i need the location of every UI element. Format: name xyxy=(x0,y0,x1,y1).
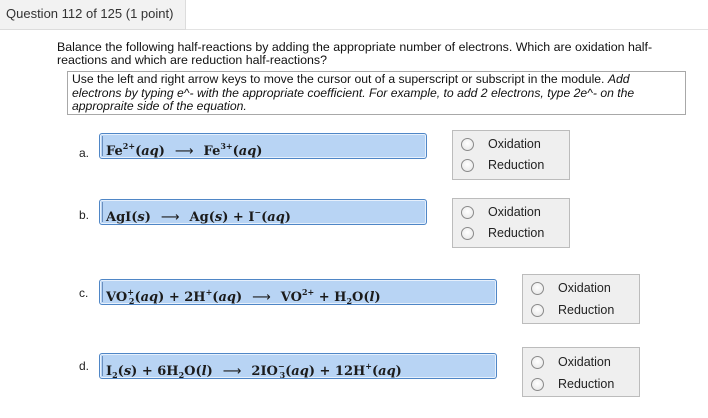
radio-icon[interactable] xyxy=(461,227,474,240)
item-c-letter: c. xyxy=(79,286,89,300)
equation-term: + 2H xyxy=(164,290,206,305)
item-d-letter: d. xyxy=(79,359,90,373)
equation-term: 3 xyxy=(279,370,286,380)
equation-term: ) xyxy=(158,290,165,305)
equation-term: ( xyxy=(372,364,379,379)
question-prompt: Balance the following half-reactions by adding the appropriate number of electrons. Which are oxidation half-reactions and which are reduction half-reactions? xyxy=(57,40,653,67)
equation-term: ( xyxy=(261,210,268,225)
reaction-arrow-icon: ⟶ xyxy=(252,290,271,305)
equation-term: Fe xyxy=(203,144,221,159)
equation-term: ) xyxy=(235,290,243,305)
equation-term: 2 xyxy=(128,296,135,306)
item-c-equation[interactable] xyxy=(102,282,381,306)
equation-term: ) xyxy=(284,210,291,225)
equation-term: + 12H xyxy=(314,364,366,379)
equation-term: ( xyxy=(212,290,219,305)
equation-term: + xyxy=(205,287,213,297)
equation-term: Ag xyxy=(189,210,209,225)
radio-icon[interactable] xyxy=(461,138,474,151)
equation-term: VO xyxy=(106,290,128,305)
equation-term: ) xyxy=(256,144,263,159)
equation-term: s xyxy=(214,210,223,225)
item-a-oxidation-option[interactable]: Oxidation xyxy=(461,135,541,153)
equation-term: aq xyxy=(218,290,236,305)
item-d-choices xyxy=(522,347,640,397)
item-c-choices xyxy=(522,274,640,324)
equation-term: ( xyxy=(232,144,239,159)
equation-term: 3+ xyxy=(220,141,233,151)
equation-term: aq xyxy=(267,210,285,225)
equation-term: − xyxy=(277,361,285,371)
reaction-arrow-icon: ⟶ xyxy=(222,364,242,379)
equation-term: + 6H xyxy=(137,364,179,379)
item-a-choices xyxy=(452,130,570,180)
header-divider xyxy=(186,29,708,30)
equation-term: aq xyxy=(141,144,159,159)
equation-term: 2+ xyxy=(122,141,136,151)
reaction-arrow-icon: ⟶ xyxy=(160,210,180,225)
equation-term: − xyxy=(254,207,262,217)
equation-term: s xyxy=(123,364,132,379)
equation-term: 2 xyxy=(112,370,118,380)
equation-term: O xyxy=(352,290,364,305)
item-b-equation-field[interactable] xyxy=(99,199,427,225)
item-a-equation[interactable] xyxy=(102,136,263,159)
equation-term: ( xyxy=(363,290,370,305)
item-c-oxidation-option[interactable]: Oxidation xyxy=(531,279,611,297)
equation-term: ) xyxy=(222,210,229,225)
equation-term: aq xyxy=(291,364,309,379)
item-b-choices xyxy=(452,198,570,248)
equation-term: + xyxy=(127,287,134,297)
equation-term: 2IO xyxy=(251,364,278,379)
item-b-reduction-option[interactable]: Reduction xyxy=(461,224,544,242)
equation-term: 2+ xyxy=(301,287,315,297)
item-d-equation-field[interactable] xyxy=(99,353,497,379)
instructions-box xyxy=(67,71,686,115)
equation-term: 2 xyxy=(178,370,185,380)
equation-term: ( xyxy=(135,144,142,159)
equation-term: l xyxy=(369,290,375,305)
item-a-letter: a. xyxy=(79,146,90,160)
equation-term: VO xyxy=(280,290,302,305)
equation-term: ) xyxy=(308,364,315,379)
equation-term: aq xyxy=(238,144,257,159)
equation-term: I xyxy=(106,364,113,379)
radio-icon[interactable] xyxy=(461,206,474,219)
instructions-plain: Use the left and right arrow keys to move the cursor out of a superscript or subscript in the module. xyxy=(72,72,605,86)
equation-term: ( xyxy=(117,364,124,379)
radio-icon[interactable] xyxy=(531,356,544,369)
equation-term: l xyxy=(201,364,207,379)
equation-term: aq xyxy=(140,290,159,305)
equation-term: + I xyxy=(228,210,255,225)
equation-term: s xyxy=(137,210,145,225)
item-a-reduction-option[interactable]: Reduction xyxy=(461,156,544,174)
equation-term: ( xyxy=(195,364,202,379)
equation-term: ) xyxy=(374,290,381,305)
item-c-reduction-option[interactable]: Reduction xyxy=(531,301,614,319)
radio-icon[interactable] xyxy=(531,282,544,295)
equation-term: ) xyxy=(158,144,165,159)
item-c-equation-field[interactable] xyxy=(99,279,497,305)
equation-term: ) xyxy=(131,364,138,379)
item-d-oxidation-option[interactable]: Oxidation xyxy=(531,353,611,371)
equation-term: ) xyxy=(206,364,213,379)
equation-term: 2 xyxy=(346,296,353,306)
question-header xyxy=(0,0,186,30)
equation-term: ( xyxy=(208,210,215,225)
item-d-reduction-option[interactable]: Reduction xyxy=(531,375,614,393)
item-a-equation-field[interactable] xyxy=(99,133,427,159)
item-d-equation[interactable] xyxy=(102,356,402,380)
equation-term: aq xyxy=(378,364,396,379)
equation-term: O xyxy=(184,364,196,379)
equation-term: ) xyxy=(395,364,402,379)
equation-term: ) xyxy=(144,210,151,225)
reaction-arrow-icon: ⟶ xyxy=(174,144,194,159)
item-b-letter: b. xyxy=(79,208,90,222)
radio-icon[interactable] xyxy=(461,159,474,172)
equation-term: ( xyxy=(134,290,141,305)
radio-icon[interactable] xyxy=(531,378,544,391)
equation-term: ( xyxy=(285,364,292,379)
equation-term: ( xyxy=(131,210,138,225)
radio-icon[interactable] xyxy=(531,304,544,317)
instructions-italic: Add electrons by typing e^- with the appropriate coefficient. For example, to add 2 electrons, type 2e^- on the appropraite side of the equation. xyxy=(72,72,635,113)
equation-term: Fe xyxy=(106,144,123,159)
equation-term: + xyxy=(365,361,372,371)
equation-term: AgI xyxy=(106,210,132,225)
equation-term: + H xyxy=(314,290,347,305)
item-b-equation[interactable] xyxy=(102,202,291,225)
question-title: Question 112 of 125 (1 point) xyxy=(6,6,174,21)
item-b-oxidation-option[interactable]: Oxidation xyxy=(461,203,541,221)
